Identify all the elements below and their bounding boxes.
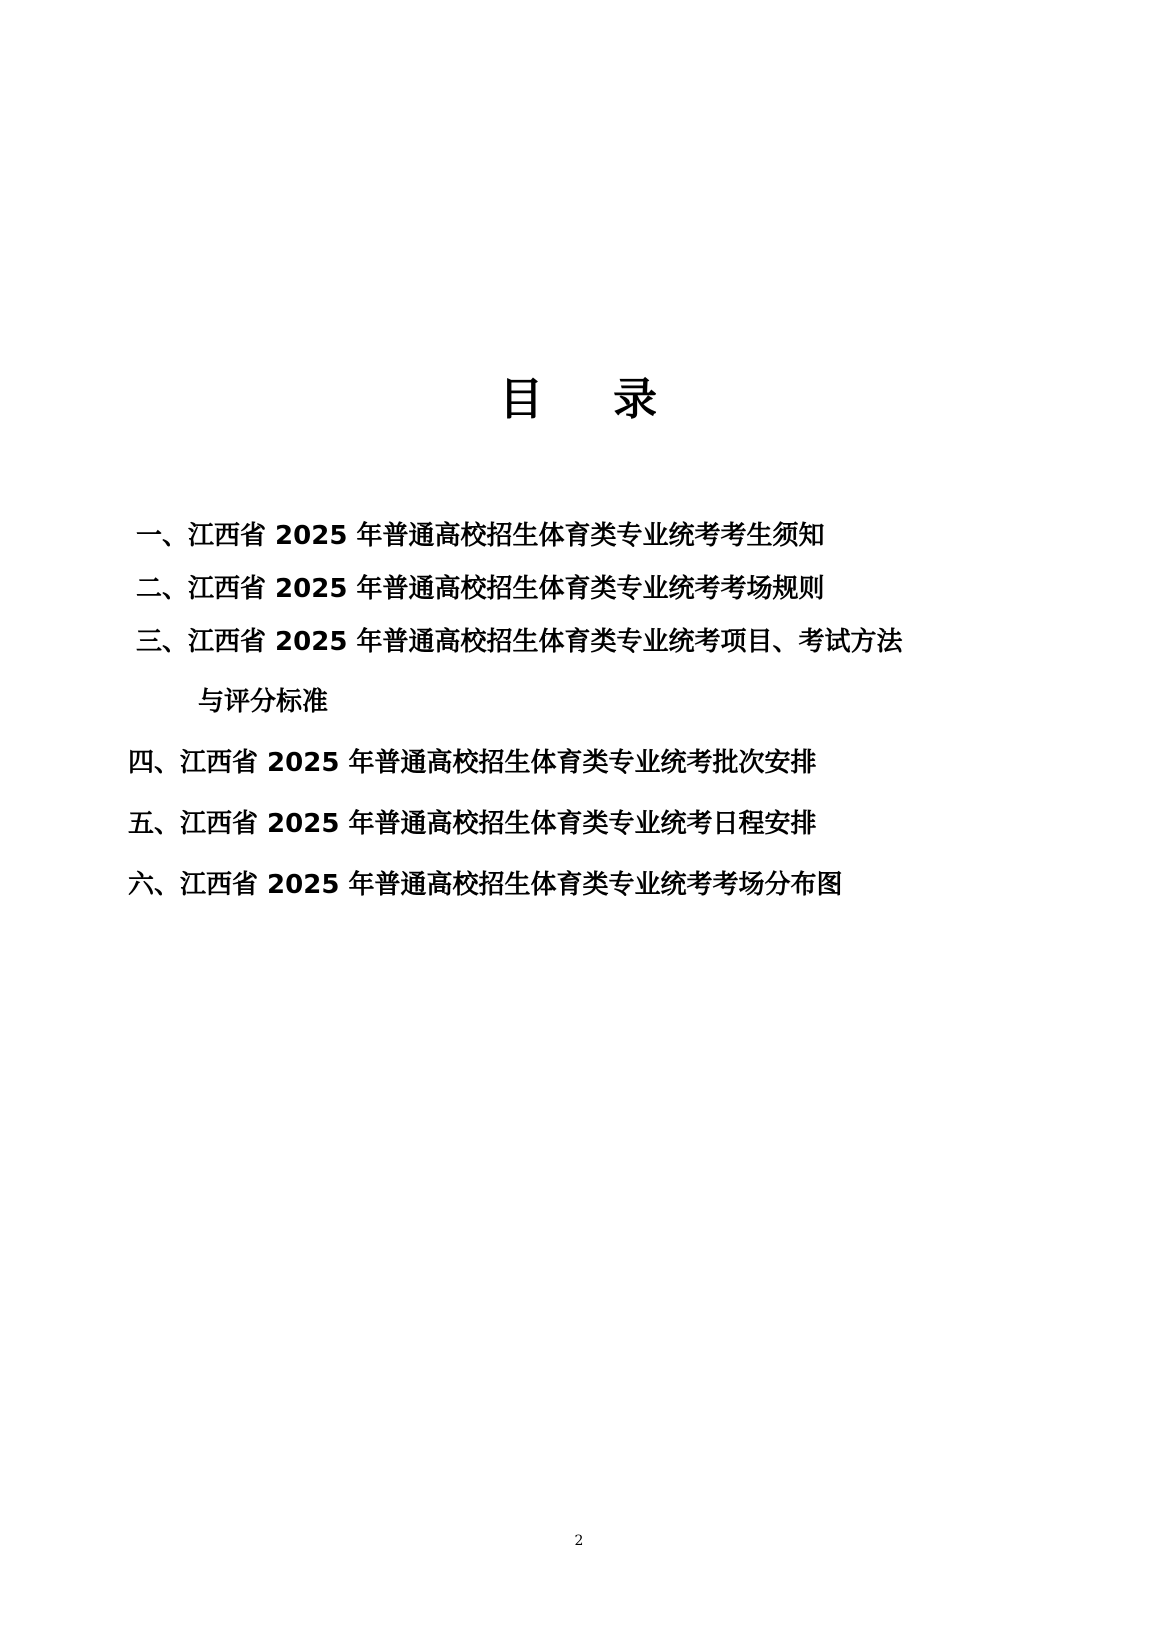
toc-item-6[interactable]: 六、江西省 2025 年普通高校招生体育类专业统考考场分布图 (128, 870, 843, 900)
toc-item-1[interactable]: 一、江西省 2025 年普通高校招生体育类专业统考考生须知 (136, 521, 825, 551)
toc-item-4[interactable]: 四、江西省 2025 年普通高校招生体育类专业统考批次安排 (128, 748, 817, 778)
toc-item-5[interactable]: 五、江西省 2025 年普通高校招生体育类专业统考日程安排 (128, 809, 817, 839)
toc-item-3-continuation[interactable]: 与评分标准 (198, 687, 329, 717)
toc-item-3[interactable]: 三、江西省 2025 年普通高校招生体育类专业统考项目、考试方法 (136, 627, 903, 657)
toc-item-2[interactable]: 二、江西省 2025 年普通高校招生体育类专业统考考场规则 (136, 574, 825, 604)
page-title: 目 录 (499, 374, 659, 425)
page-number: 2 (574, 1533, 584, 1549)
